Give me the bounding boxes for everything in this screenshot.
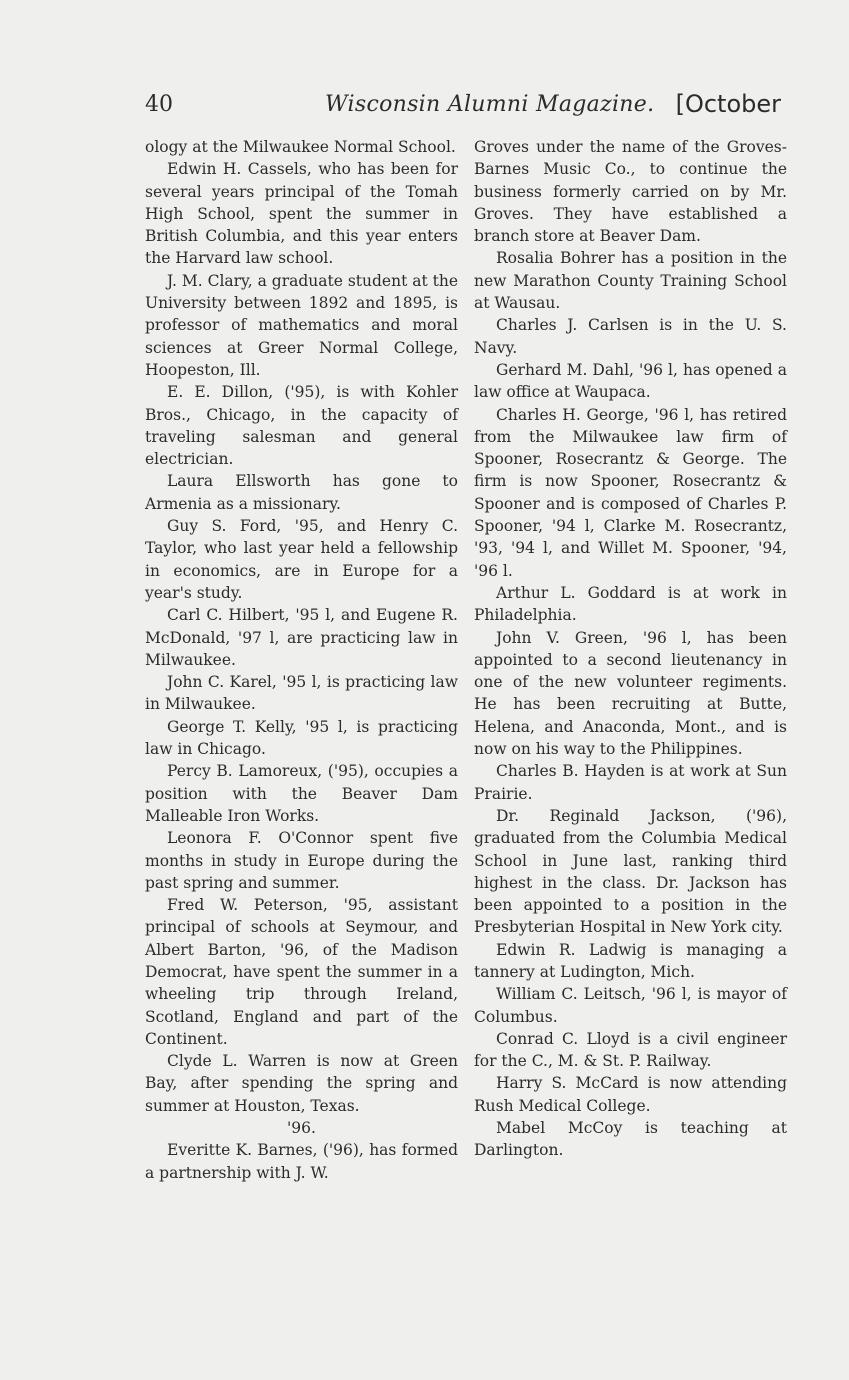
running-title: Wisconsin Alumni Magazine. bbox=[325, 92, 655, 117]
paragraph: Fred W. Peterson, '95, assistant principal of schools at Seymour, and Albert Barton, '96, of the Madison Democrat, have spent the summer in a wheeling trip through Ireland, Scotland, England and part of the Continent. bbox=[145, 896, 458, 1048]
paragraph: E. E. Dillon, ('95), is with Kohler Bros., Chicago, in the capacity of traveling salesman and general electrician. bbox=[145, 383, 458, 469]
paragraph: Charles J. Carlsen is in the U. S. Navy. bbox=[474, 316, 787, 357]
issue-month: [October bbox=[675, 90, 781, 118]
paragraph: Charles H. George, '96 l, has retired from the Milwaukee law firm of Spooner, Rosecrantz & George. The firm is now Spooner, Rosecrantz & Spooner and is composed of Charles P. Spooner, '94 l, Clarke M. Rosecrantz, '93, '94 l, and Willet M. Spooner, '94, '96 l. bbox=[474, 405, 787, 580]
paragraph: Harry S. McCard is now attending Rush Medical College. bbox=[474, 1074, 787, 1115]
page-header bbox=[145, 92, 781, 124]
paragraph: Percy B. Lamoreux, ('95), occupies a position with the Beaver Dam Malleable Iron Works. bbox=[145, 762, 458, 825]
paragraph: Dr. Reginald Jackson, ('96), graduated from the Columbia Medical School in June last, ranking third highest in the class. Dr. Jackson has been appointed to a position in the Presbyterian Hospital in New York city. bbox=[474, 806, 787, 937]
right-column bbox=[474, 136, 787, 1162]
paragraph: ology at the Milwaukee Normal School. bbox=[145, 138, 456, 156]
paragraph: Groves under the name of the Groves-Barnes Music Co., to continue the business formerly carried on by Mr. Groves. They have established a branch store at Beaver Dam. bbox=[474, 138, 787, 246]
paragraph: Arthur L. Goddard is at work in Philadelphia. bbox=[474, 583, 787, 625]
paragraph: William C. Leitsch, '96 l, is mayor of Columbus. bbox=[474, 985, 787, 1026]
paragraph: Clyde L. Warren is now at Green Bay, after spending the spring and summer at Houston, Texas. bbox=[145, 1052, 458, 1115]
paragraph: Conrad C. Lloyd is a civil engineer for the C., M. & St. P. Railway. bbox=[474, 1029, 787, 1071]
paragraph: John C. Karel, '95 l, is practicing law in Milwaukee. bbox=[145, 673, 458, 714]
paragraph: George T. Kelly, '95 l, is practicing law in Chicago. bbox=[145, 717, 458, 759]
paragraph: Everitte K. Barnes, ('96), has formed a partnership with J. W. bbox=[145, 1141, 458, 1182]
paragraph: J. M. Clary, a graduate student at the University between 1892 and 1895, is professor of mathematics and moral sciences at Greer Normal College, Hoopeston, Ill. bbox=[145, 271, 459, 379]
paragraph: Guy S. Ford, '95, and Henry C. Taylor, who last year held a fellowship in economics, are in Europe for a year's study. bbox=[145, 517, 458, 602]
paragraph: Rosalia Bohrer has a position in the new Marathon County Training School at Wausau. bbox=[474, 249, 787, 313]
paragraph: Carl C. Hilbert, '95 l, and Eugene R. McDonald, '97 l, are practicing law in Milwaukee. bbox=[145, 606, 458, 669]
class-year-heading: '96. bbox=[287, 1119, 316, 1138]
paragraph: John V. Green, '96 l, has been appointed to a second lieutenancy in one of the new volunteer regiments. He has been recruiting at Butte, Helena, and Anaconda, Mont., and is now on his way to the Philippines. bbox=[474, 628, 787, 759]
paragraph: Leonora F. O'Connor spent five months in study in Europe during the past spring and summer. bbox=[145, 829, 458, 892]
page-number: 40 bbox=[145, 92, 173, 117]
paragraph: Laura Ellsworth has gone to Armenia as a missionary. bbox=[145, 472, 458, 513]
paragraph: Charles B. Hayden is at work at Sun Prairie. bbox=[474, 762, 787, 803]
paragraph: Mabel McCoy is teaching at Darlington. bbox=[474, 1119, 787, 1160]
paragraph: Edwin H. Cassels, who has been for several years principal of the Tomah High School, spent the summer in British Columbia, and this year enters the Harvard law school. bbox=[145, 160, 458, 268]
paragraph: Edwin R. Ladwig is managing a tannery at Ludington, Mich. bbox=[474, 940, 787, 981]
left-column bbox=[145, 136, 458, 1184]
paragraph: Gerhard M. Dahl, '96 l, has opened a law office at Waupaca. bbox=[474, 360, 787, 402]
